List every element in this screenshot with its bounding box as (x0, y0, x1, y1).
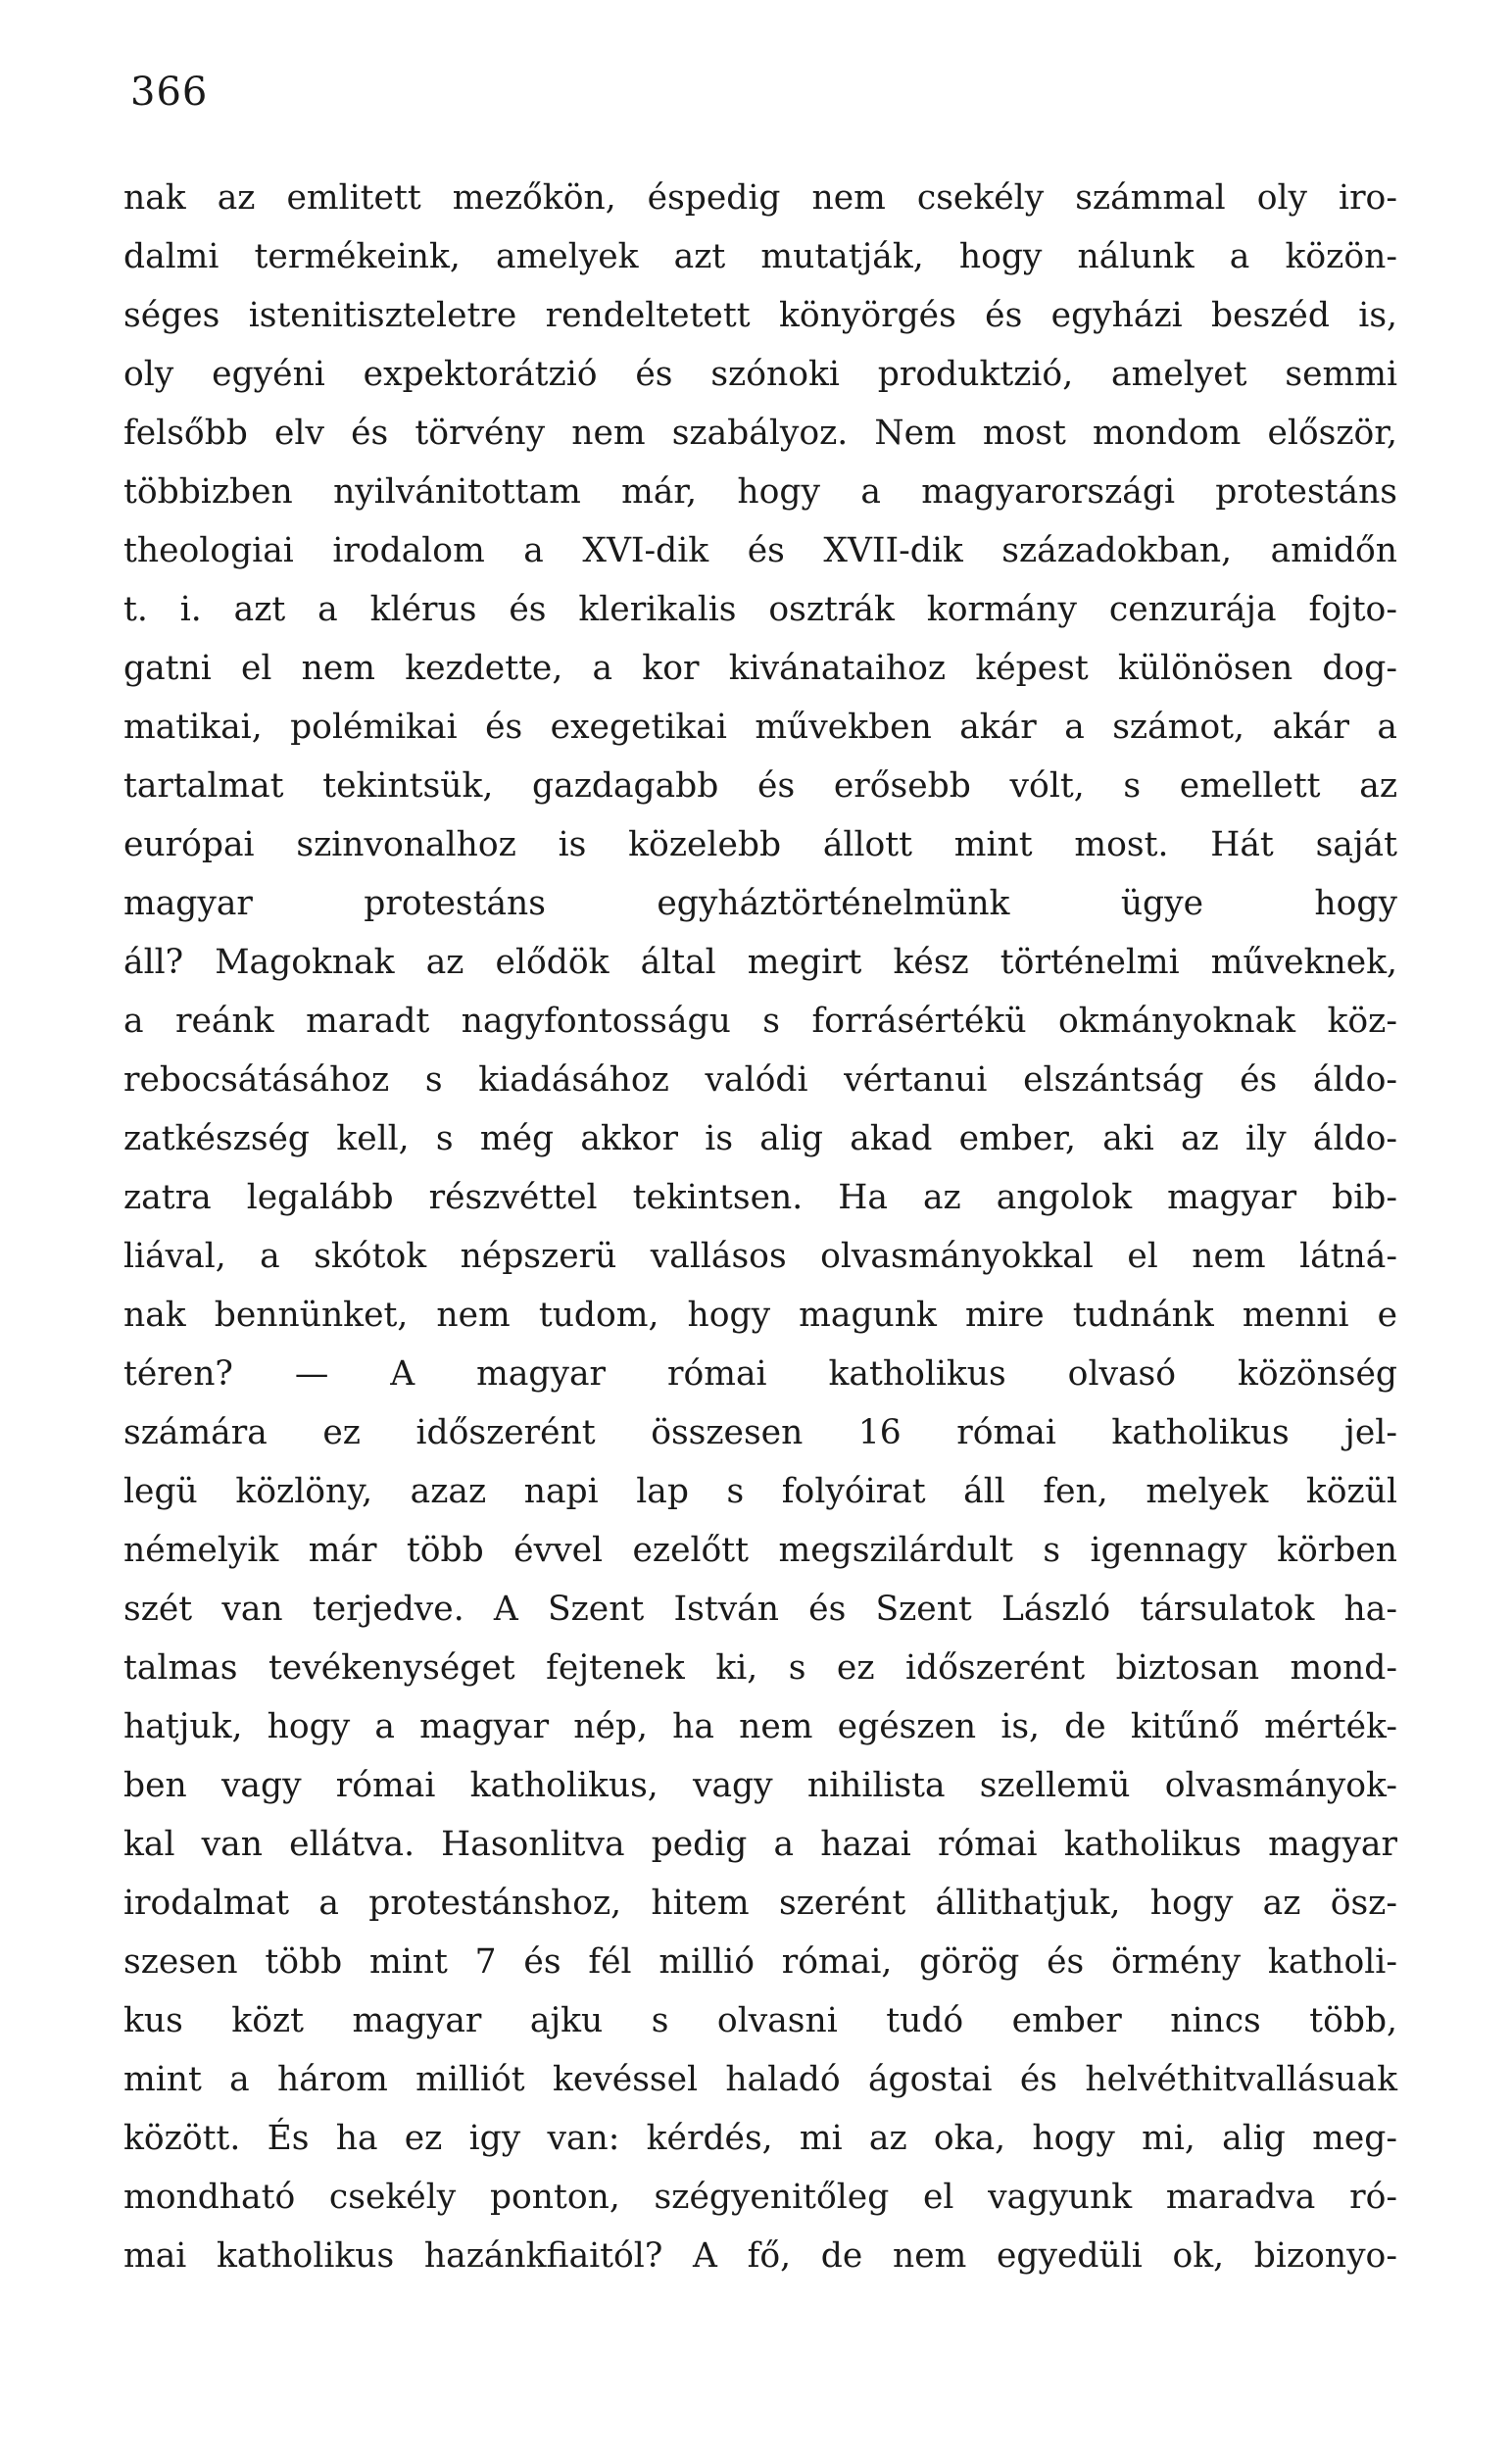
text-line: szét van terjedve. A Szent István és Szent László társulatok ha- (123, 1590, 1397, 1629)
text-line: tartalmat tekintsük, gazdagabb és erősebb vólt, s emellett az (123, 766, 1397, 806)
text-line: rebocsátásához s kiadásához valódi vértanui elszántság és áldo- (123, 1060, 1397, 1100)
text-line: a reánk maradt nagyfontosságu s forrásértékü okmányoknak köz- (123, 1002, 1397, 1041)
text-line: gatni el nem kezdette, a kor kivánataihoz képest különösen dog- (123, 649, 1397, 688)
text-line: téren? — A magyar római katholikus olvasó közönség (123, 1354, 1397, 1394)
text-line: kal van ellátva. Hasonlitva pedig a hazai római katholikus magyar (123, 1825, 1397, 1864)
text-line: mai katholikus hazánkfiaitól? A fő, de nem egyedüli ok, bizonyo- (123, 2236, 1397, 2276)
text-line: nak az emlitett mezőkön, éspedig nem csekély számmal oly iro- (123, 178, 1397, 218)
text-line: theologiai irodalom a XVI-dik és XVII-dik századokban, amidőn (123, 531, 1397, 570)
text-line: liával, a skótok népszerü vallásos olvasmányokkal el nem látná- (123, 1237, 1397, 1276)
text-line: matikai, polémikai és exegetikai művekben akár a számot, akár a (123, 708, 1397, 747)
text-line: mondható csekély ponton, szégyenitőleg el vagyunk maradva ró- (123, 2178, 1397, 2217)
text-line: nak bennünket, nem tudom, hogy magunk mire tudnánk menni e (123, 1296, 1397, 1335)
text-line: hatjuk, hogy a magyar nép, ha nem egészen is, de kitűnő mérték- (123, 1707, 1397, 1746)
text-line: európai szinvonalhoz is közelebb állott mint most. Hát saját (123, 825, 1397, 864)
text-line: legü közlöny, azaz napi lap s folyóirat áll fen, melyek közül (123, 1472, 1397, 1511)
text-line: szesen több mint 7 és fél millió római, görög és örmény katholi- (123, 1942, 1397, 1982)
text-line: ben vagy római katholikus, vagy nihilista szellemü olvasmányok- (123, 1766, 1397, 1805)
text-line: magyar protestáns egyháztörténelmünk ügye hogy (123, 884, 1397, 923)
text-line: mint a három milliót kevéssel haladó ágostai és helvéthitvallásuak (123, 2060, 1397, 2099)
text-line: között. És ha ez igy van: kérdés, mi az oka, hogy mi, alig meg- (123, 2119, 1397, 2158)
text-line: felsőbb elv és törvény nem szabályoz. Nem most mondom először, (123, 414, 1397, 453)
text-line: t. i. azt a klérus és klerikalis osztrák kormány cenzurája fojto- (123, 590, 1397, 629)
text-line: némelyik már több évvel ezelőtt megszilárdult s igennagy körben (123, 1531, 1397, 1570)
text-line: áll? Magoknak az elődök által megirt kész történelmi műveknek, (123, 943, 1397, 982)
page-number: 366 (130, 70, 209, 115)
text-line: zatkészség kell, s még akkor is alig akad ember, aki az ily áldo- (123, 1119, 1397, 1158)
text-line: irodalmat a protestánshoz, hitem szerént állithatjuk, hogy az ösz- (123, 1884, 1397, 1923)
body-text (123, 169, 1397, 2285)
text-line: dalmi termékeink, amelyek azt mutatják, hogy nálunk a közön- (123, 237, 1397, 276)
text-line: többizben nyilvánitottam már, hogy a magyarországi protestáns (123, 472, 1397, 512)
text-line: kus közt magyar ajku s olvasni tudó ember nincs több, (123, 2001, 1397, 2040)
text-line: séges istenitiszteletre rendeltetett könyörgés és egyházi beszéd is, (123, 296, 1397, 335)
text-line: számára ez időszerént összesen 16 római katholikus jel- (123, 1413, 1397, 1452)
text-line: talmas tevékenységet fejtenek ki, s ez időszerént biztosan mond- (123, 1648, 1397, 1688)
text-line: zatra legalább részvéttel tekintsen. Ha az angolok magyar bib- (123, 1178, 1397, 1217)
text-line: oly egyéni expektorátzió és szónoki produktzió, amelyet semmi (123, 355, 1397, 394)
